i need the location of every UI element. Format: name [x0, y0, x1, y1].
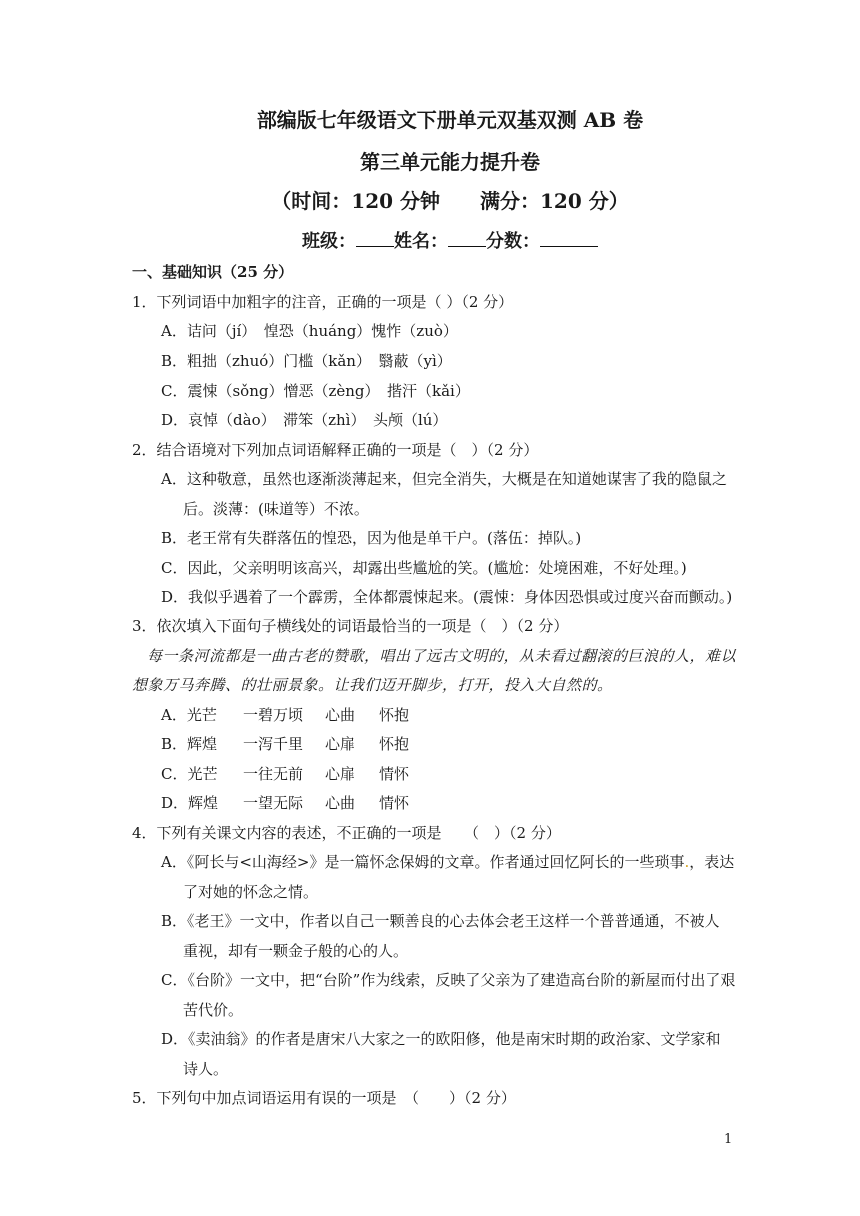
marker-dot: . [684, 853, 690, 871]
q3-option-b: B．辉煌 一泻千里 心扉 怀抱 [161, 735, 410, 753]
time-info: （时间：120 分钟 满分：120 分） [271, 189, 629, 213]
q2-option-c: C．因此，父亲明明该高兴，却露出些尴尬的笑。(尴尬：处境困难，不好处理。) [161, 559, 687, 577]
q4-option-b-line2: 重视，却有一颗金子般的心的人。 [183, 942, 409, 960]
q4-option-a-line2: 了对她的怀念之情。 [183, 883, 319, 901]
q4-option-d-line1: D．《卖油翁》的作者是唐宋八大家之一的欧阳修，他是南宋时期的政治家、文学家和 [161, 1030, 721, 1048]
score-blank[interactable] [540, 228, 598, 247]
section-title: 一、基础知识（25 分） [132, 263, 294, 281]
q2-option-b: B．老王常有失群落伍的惶恐，因为他是单干户。(落伍：掉队。) [161, 529, 582, 547]
question-5-stem: 5．下列句中加点词语运用有误的一项是 （ ）（2 分） [132, 1089, 516, 1107]
q1-option-c: C．震悚（sǒng）憎恶（zèng） 揩汗（kǎi） [161, 382, 470, 400]
q4-option-a-line1: A．《阿长与<山海经>》是一篇怀念保姆的文章。作者通过回忆阿长的一些琐事.，表达 [161, 853, 735, 871]
q4-option-c-line1: C．《台阶》一文中，把“台阶”作为线索，反映了父亲为了建造高台阶的新屋而付出了艰 [161, 971, 736, 989]
doc-title: 部编版七年级语文下册单元双基双测 AB 卷 [256, 108, 644, 132]
q4-option-d-line2: 诗人。 [183, 1060, 229, 1078]
student-info-line [0, 227, 860, 253]
question-4-stem: 4．下列有关课文内容的表述，不正确的一项是 （ ）（2 分） [132, 824, 561, 842]
q4-option-c-line2: 苦代价。 [183, 1001, 244, 1019]
question-2-stem: 2．结合语境对下列加点词语解释正确的一项是（ ）（2 分） [132, 441, 539, 459]
q2-option-a-line1: A．这种敬意，虽然也逐渐淡薄起来，但完全消失，大概是在知道她谋害了我的隐鼠之 [161, 470, 727, 488]
score-label: 分数： [486, 231, 540, 252]
q1-option-d: D．哀悼（dào） 滞笨（zhì） 头颅（lú） [161, 411, 448, 429]
question-3-stem: 3．依次填入下面句子横线处的词语最恰当的一项是（ ）（2 分） [132, 617, 569, 635]
q1-option-a: A．诘问（jí） 惶恐（huáng）愧怍（zuò） [161, 322, 458, 340]
q4-option-b-line1: B．《老王》一文中，作者以自己一颗善良的心去体会老王这样一个普普通通，不被人 [161, 912, 720, 930]
q2-option-d: D．我似乎遇着了一个霹雳，全体都震悚起来。(震悚：身体因恐惧或过度兴奋而颤动。) [161, 588, 733, 606]
q2-option-a-line2: 后。淡薄：(味道等）不浓。 [183, 500, 369, 518]
q1-option-b: B．粗拙（zhuó）门槛（kǎn） 翳蔽（yì） [161, 352, 452, 370]
question-1-stem: 1．下列词语中加粗字的注音，正确的一项是（ ）（2 分） [132, 293, 514, 311]
q3-option-c: C．光芒 一往无前 心扉 情怀 [161, 765, 410, 783]
q3-option-d: D．辉煌 一望无际 心曲 情怀 [161, 794, 410, 812]
q3-passage-line2: 想象万马奔腾、的壮丽景象。让我们迈开脚步，打开，投入大自然的。 [132, 676, 613, 694]
doc-subtitle: 第三单元能力提升卷 [360, 150, 540, 174]
name-label: 姓名： [394, 231, 448, 252]
page-number: 1 [724, 1132, 733, 1147]
q3-passage-line1: 每一条河流都是一曲古老的赞歌，唱出了远古文明的，从未看过翻滚的巨浪的人，难以 [147, 647, 737, 665]
q3-option-a: A．光芒 一碧万顷 心曲 怀抱 [161, 706, 410, 724]
class-blank[interactable] [356, 228, 394, 247]
class-label: 班级： [302, 231, 356, 252]
name-blank[interactable] [448, 228, 486, 247]
